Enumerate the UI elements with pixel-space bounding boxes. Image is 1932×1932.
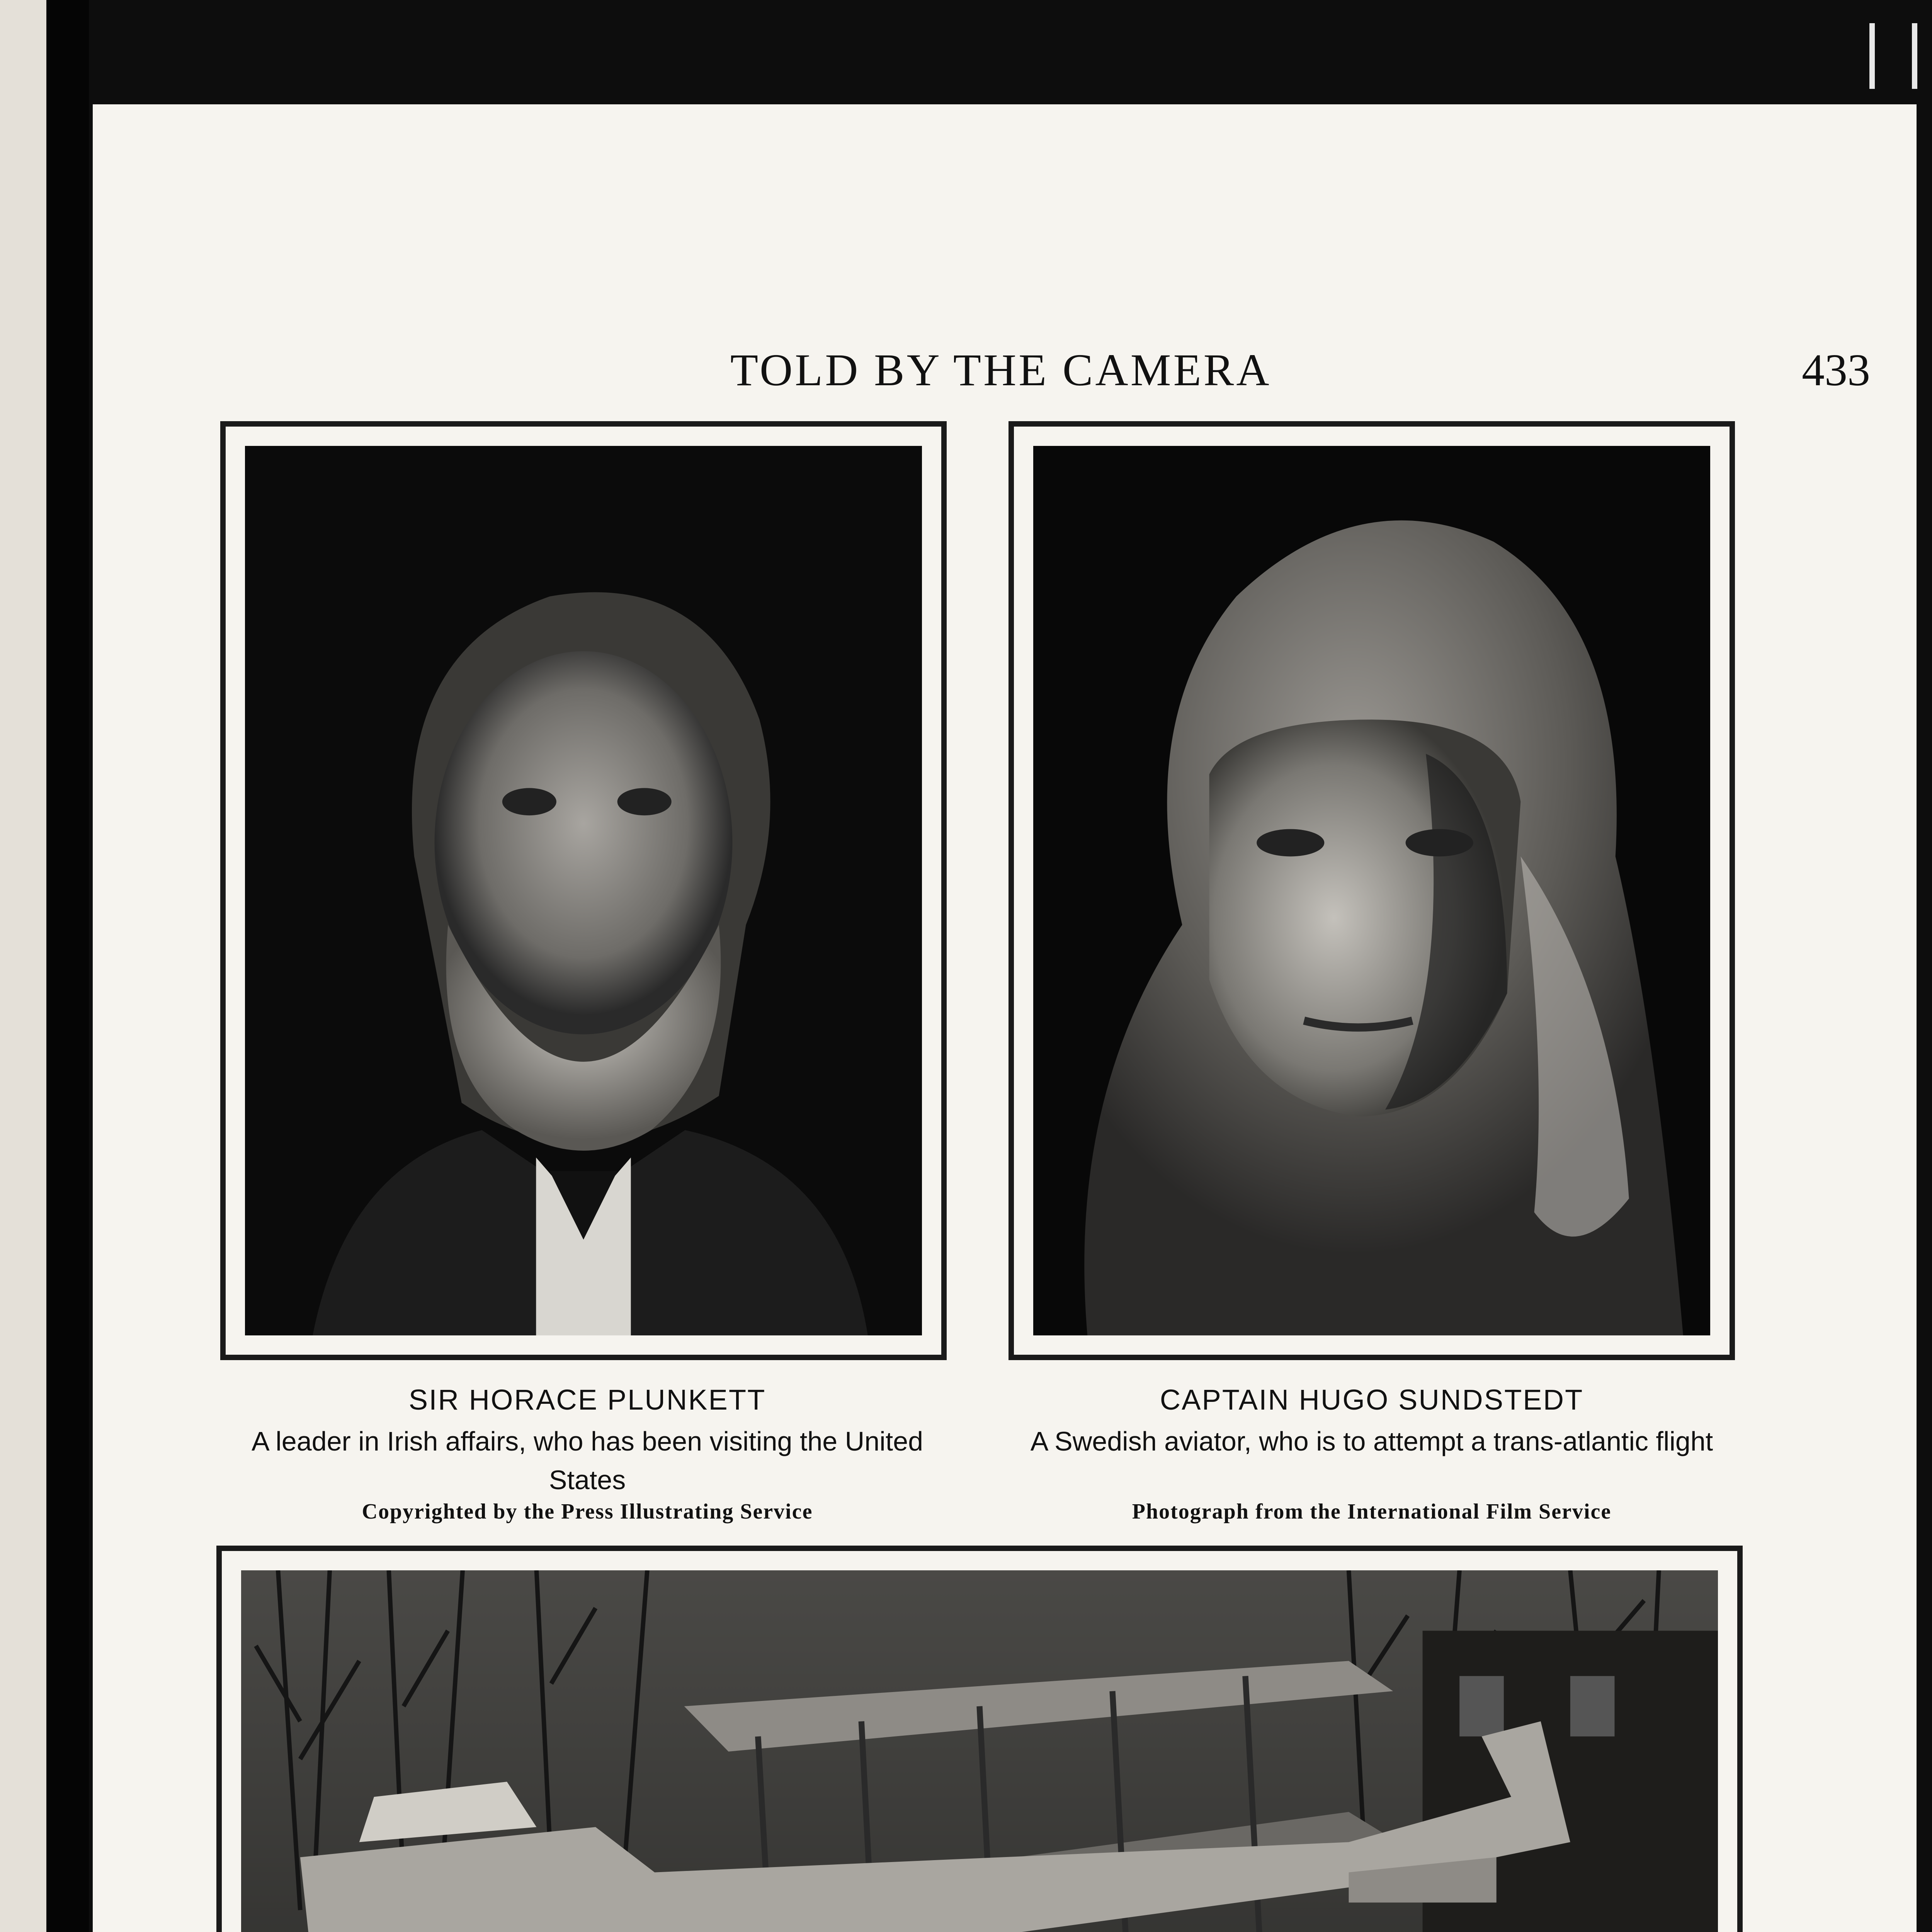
- magazine-page: [93, 104, 1917, 1932]
- seaplane-photo: [241, 1570, 1718, 1932]
- sundstedt-caption-description: A Swedish aviator, who is to attempt a trans-atlantic flight: [1030, 1426, 1713, 1456]
- running-title: TOLD BY THE CAMERA: [730, 345, 1272, 395]
- running-head: [93, 344, 1870, 406]
- plunkett-caption-description: A leader in Irish affairs, who has been visiting the United States: [251, 1426, 923, 1495]
- plunkett-photo-frame: [220, 421, 947, 1360]
- page-number: 433: [1802, 345, 1870, 395]
- adjacent-page-edge: [0, 0, 46, 1932]
- sundstedt-portrait-photo: [1033, 446, 1710, 1335]
- plunkett-caption-name: SIR HORACE PLUNKETT: [408, 1384, 766, 1416]
- plunkett-portrait-photo: [245, 446, 922, 1335]
- plunkett-caption-credit: Copyrighted by the Press Illustrating Service: [362, 1500, 813, 1524]
- binding-marks: [1869, 23, 1923, 89]
- sundstedt-caption-credit: Photograph from the International Film Service: [1132, 1500, 1612, 1524]
- seaplane-photo-frame: [216, 1546, 1743, 1932]
- book-gutter: [46, 0, 89, 1932]
- sundstedt-caption-name: CAPTAIN HUGO SUNDSTEDT: [1160, 1384, 1584, 1416]
- sundstedt-photo-frame: [1009, 421, 1735, 1360]
